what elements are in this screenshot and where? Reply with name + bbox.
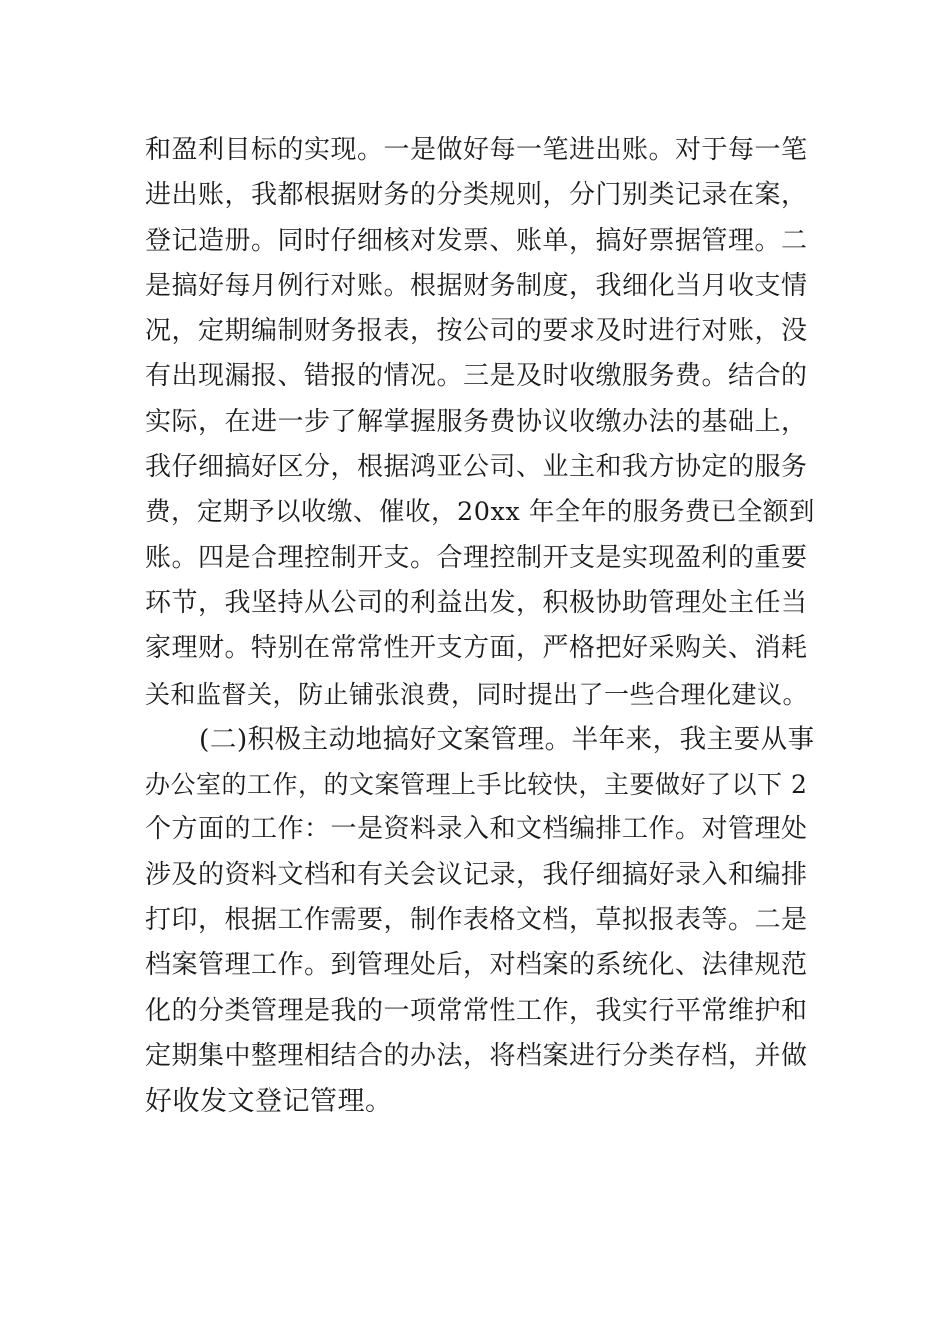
paragraph-heading-line: (二)积极主动地搞好文案管理。半年来，我主要从事 <box>199 723 815 755</box>
text-line: 况，定期编制财务报表，按公司的要求及时进行对账，没 <box>145 316 808 347</box>
text-line: 账。四是合理控制开支。合理控制开支是实现盈利的重要 <box>145 542 808 573</box>
text-line: 家理财。特别在常常性开支方面，严格把好采购关、消耗 <box>145 633 808 664</box>
body-text <box>145 128 815 1125</box>
text-line: 进出账，我都根据财务的分类规则，分门别类记录在案， <box>145 180 808 211</box>
text-line: 和盈利目标的实现。一是做好每一笔进出账。对于每一笔 <box>145 135 808 165</box>
text-line: 关和监督关，防止铺张浪费，同时提出了一些合理化建议。 <box>145 679 809 709</box>
text-line: 打印，根据工作需要，制作表格文档，草拟报表等。二是 <box>145 905 808 936</box>
text-line: 有出现漏报、错报的情况。三是及时收缴服务费。结合的 <box>145 361 808 392</box>
text-line: 环节，我坚持从公司的利益出发，积极协助管理处主任当 <box>145 587 808 618</box>
text-line: 登记造册。同时仔细核对发票、账单，搞好票据管理。二 <box>145 225 808 256</box>
text-line: 实际，在进一步了解掌握服务费协议收缴办法的基础上， <box>145 406 808 437</box>
text-line: 个方面的工作：一是资料录入和文档编排工作。对管理处 <box>145 814 808 845</box>
text-line: 定期集中整理相结合的办法，将档案进行分类存档，并做 <box>145 1040 808 1071</box>
text-line: 档案管理工作。到管理处后，对档案的系统化、法律规范 <box>145 950 808 981</box>
text-line: 是搞好每月例行对账。根据财务制度，我细化当月收支情 <box>145 270 808 301</box>
text-line: 化的分类管理是我的一项常常性工作，我实行平常维护和 <box>145 995 808 1026</box>
text-line: 我仔细搞好区分，根据鸿亚公司、业主和我方协定的服务 <box>145 452 808 483</box>
text-line: 涉及的资料文档和有关会议记录，我仔细搞好录入和编排 <box>145 859 808 890</box>
text-line: 办公室的工作，的文案管理上手比较快，主要做好了以下 2 <box>145 770 808 800</box>
text-line: 费，定期予以收缴、催收，20xx 年全年的服务费已全额到 <box>145 497 815 528</box>
text-line: 好收发文登记管理。 <box>145 1086 393 1118</box>
